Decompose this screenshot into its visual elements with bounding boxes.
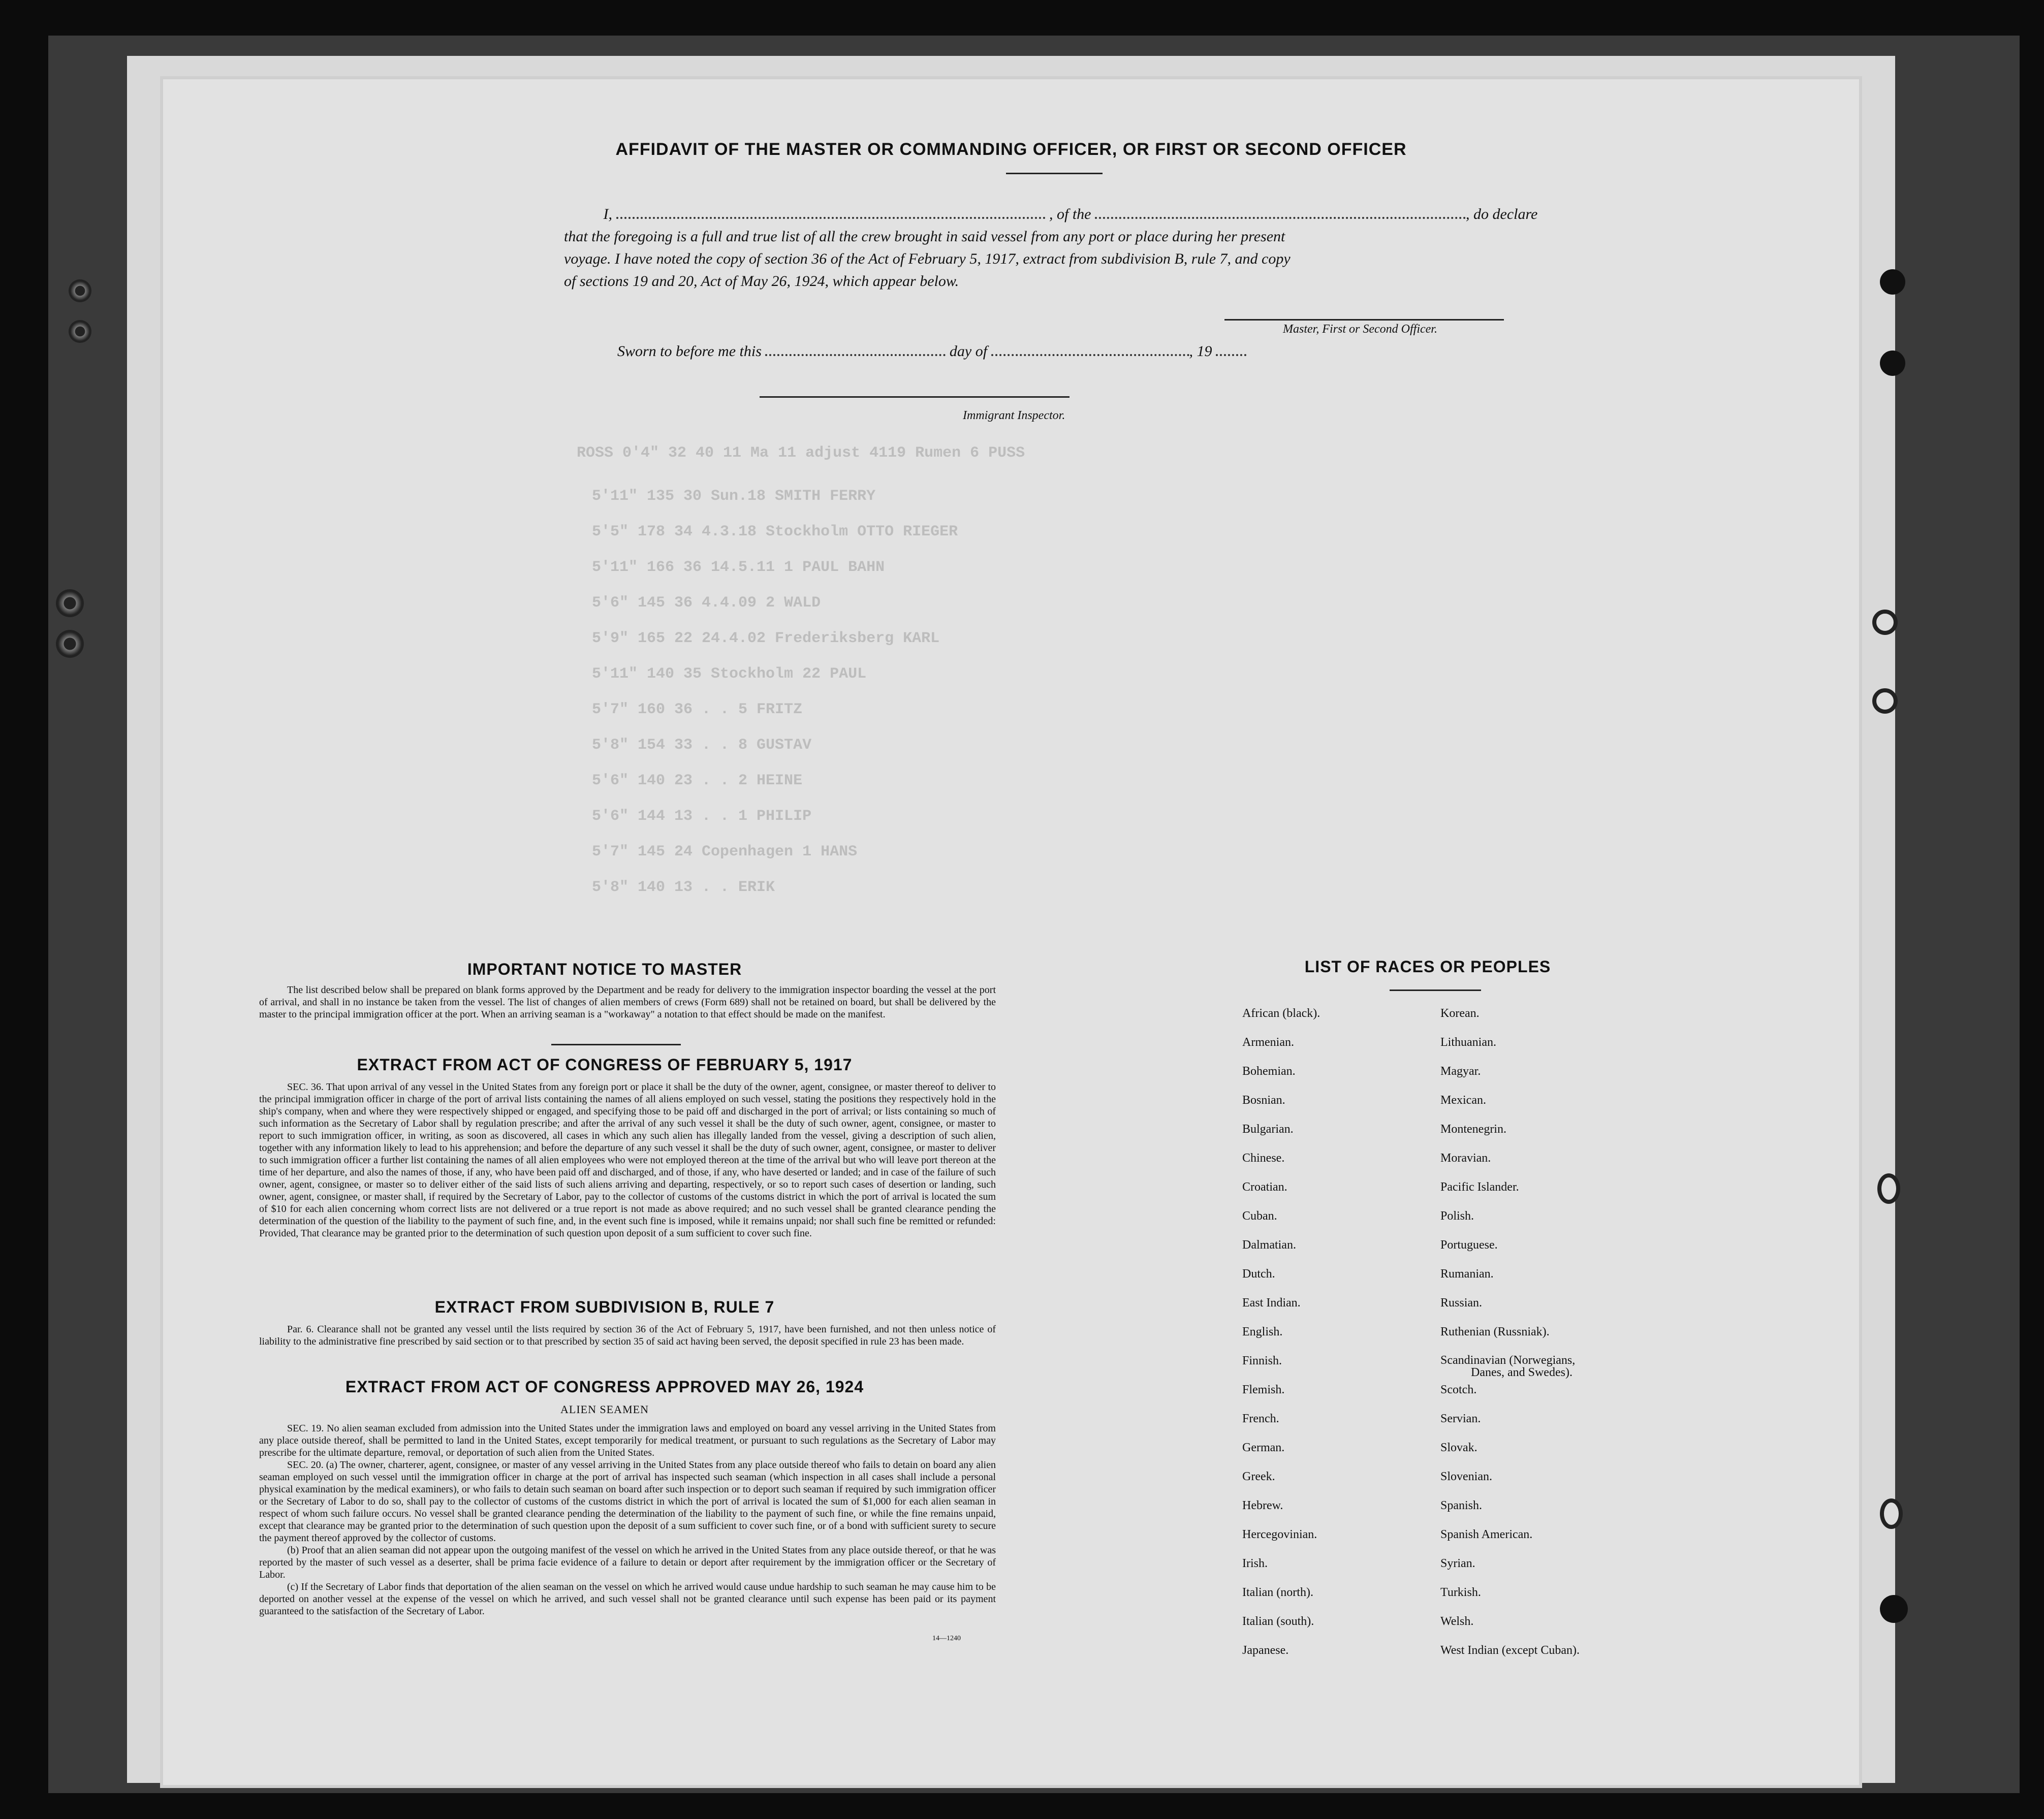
race-item: Greek. bbox=[1242, 1470, 1275, 1483]
race-item: Croatian. bbox=[1242, 1180, 1287, 1194]
races-rule bbox=[1390, 990, 1481, 991]
sworn-month-field[interactable] bbox=[991, 354, 1189, 356]
affidavit-line-4: of sections 19 and 20, Act of May 26, 1924, which appear below. bbox=[564, 273, 959, 290]
affidavit-title: AFFIDAVIT OF THE MASTER OR COMMANDING OFFICER, OR FIRST OR SECOND OFFICER bbox=[615, 140, 1407, 159]
race-item-continuation: Danes, and Swedes). bbox=[1471, 1366, 1573, 1379]
bleed-through-row: ROSS 0'4" 32 40 11 Ma 11 adjust 4119 Rumen 6 PUSS bbox=[577, 444, 1025, 462]
binder-hole bbox=[69, 279, 91, 302]
document-page bbox=[160, 76, 1862, 1788]
race-item: West Indian (except Cuban). bbox=[1440, 1644, 1580, 1657]
race-item: Syrian. bbox=[1440, 1557, 1475, 1570]
race-item: Welsh. bbox=[1440, 1615, 1474, 1628]
race-item: Russian. bbox=[1440, 1296, 1483, 1310]
races-title: LIST OF RACES OR PEOPLES bbox=[1304, 958, 1551, 976]
race-item: Hercegovinian. bbox=[1242, 1528, 1317, 1541]
declare-label: , do declare bbox=[1466, 206, 1538, 222]
punch-hole bbox=[1877, 1173, 1900, 1204]
sec-20b: (b) Proof that an alien seaman did not appear upon the outgoing manifest of the vessel on which he arrived in the United States from any place outside thereof, or that he was reported by the master of such vessel as a deserter, shall be prima facie evidence of a failure to detain or deport after requirement by the immigration officer or the Secretary of Labor. bbox=[259, 1545, 996, 1580]
form-number: 14—1240 bbox=[932, 1635, 961, 1642]
sworn-label: Sworn to before me this bbox=[617, 343, 762, 360]
bleed-through-row: 5'11" 135 30 Sun.18 SMITH FERRY bbox=[592, 488, 876, 505]
punch-hole bbox=[1872, 610, 1898, 635]
extract-1917-title: EXTRACT FROM ACT OF CONGRESS OF FEBRUARY 5, 1917 bbox=[357, 1056, 853, 1074]
rule-7-title: EXTRACT FROM SUBDIVISION B, RULE 7 bbox=[434, 1298, 775, 1316]
race-item: Polish. bbox=[1440, 1209, 1474, 1223]
i-label: I, bbox=[603, 206, 612, 222]
extract-1917-body: SEC. 36. That upon arrival of any vessel in the United States from any foreign port or place it shall be the duty of the owner, agent, consignee, or master thereof to deliver to the principal immigration officer in charge of the port of arrival lists containing the names of all aliens employed on such vessel, stating the positions they respectively hold in the ship's company, when and where they were respectively shipped or engaged, and specifying those to be paid off and discharged in the port of arrival; or lists containing so much of such information as the Secretary of Labor shall by regulation prescribe; and after the arrival of any such vessel it shall be the duty of such owner, agent, consignee, or master to report to such immigration officer, in writing, as soon as discovered, all cases in which any such alien has illegally landed from the vessel, giving a description of such alien, together with any information likely to lead to his apprehension; and before the departure of any such vessel it shall be the duty of such owner, agent, consignee, or master to deliver to such immigration officer a further list containing the names of all alien employees who were not employed thereon at the time of the arrival but who will leave port thereon at the time of her departure, and also the names of those, if any, who have been paid off and discharged, and of those, if any, who have deserted or landed; and in case of the failure of such owner, agent, consignee, or master so to deliver either of the said lists of such aliens arriving and departing, respectively, or so to report such cases of desertion or landing, such owner, agent, consignee, or master shall, if required by the Secretary of Labor, pay to the collector of customs of the customs district in which the port of arrival is located the sum of $10 for each alien concerning whom correct lists are not delivered or a true report is not made as above required; and no such vessel shall be granted clearance pending the determination of the question of the liability to the payment of such fine, and, in the event such fine is imposed, while it remains unpaid; nor shall such fine be remitted or refunded: Provided, That clearance may be granted prior to the determination of such question upon deposit of a sum sufficient to cover such fine. bbox=[259, 1081, 996, 1239]
punch-hole bbox=[1880, 269, 1905, 295]
notice-title: IMPORTANT NOTICE TO MASTER bbox=[467, 960, 742, 978]
race-item: Cuban. bbox=[1242, 1209, 1277, 1223]
bleed-through-row: 5'7" 160 36 . . 5 FRITZ bbox=[592, 701, 803, 718]
rule-7-body: Par. 6. Clearance shall not be granted any vessel until the lists required by section 36 of the Act of February 5, 1917, have been furnished, and not then unless notice of liability to the administrative fine prescribed by said section or to that prescribed by section 35 of said act having been served, the deposit specified in rule 23 has been made. bbox=[259, 1324, 996, 1347]
race-item: French. bbox=[1242, 1412, 1279, 1425]
sec-20a: SEC. 20. (a) The owner, charterer, agent, consignee, or master of any vessel arriving in the United States from any place outside thereof who fails to detain on board any alien seaman employed on such vessel until the immigration officer in charge at the port of arrival has inspected such seaman (which inspection in all cases shall include a personal physical examination by the medical examiners), or who fails to detain such seaman on board after such inspection or to deport such seaman if required by such immigration officer or the Secretary of Labor to do so, shall pay to the collector of customs of the customs district in which the port of arrival is located the sum of $1,000 for each alien seaman in respect of whom such failure occurs. No vessel shall be granted clearance pending the determination of the liability to the payment of such fine, or while the fine remains unpaid, except that clearance may be granted prior to the determination of such question upon the deposit of a sum sufficient to cover such fine, or of a bond with sufficient surety to secure the payment thereof approved by the collector of customs. bbox=[259, 1459, 996, 1544]
race-item: Slovak. bbox=[1440, 1441, 1477, 1454]
bleed-through-row: 5'6" 145 36 4.4.09 2 WALD bbox=[592, 594, 821, 612]
race-item: Turkish. bbox=[1440, 1586, 1481, 1599]
race-item: Pacific Islander. bbox=[1440, 1180, 1519, 1194]
race-item: Mexican. bbox=[1440, 1094, 1486, 1107]
race-item: Rumanian. bbox=[1440, 1267, 1494, 1281]
binder-hole bbox=[56, 589, 84, 617]
bleed-through-row: 5'9" 165 22 24.4.02 Frederiksberg KARL bbox=[592, 630, 940, 647]
races-left-column bbox=[1242, 1007, 1320, 1673]
sworn-line bbox=[617, 343, 1246, 360]
race-item: Flemish. bbox=[1242, 1383, 1285, 1396]
year-label: , 19 bbox=[1189, 343, 1212, 360]
race-item: Irish. bbox=[1242, 1557, 1268, 1570]
race-item: Bohemian. bbox=[1242, 1065, 1296, 1078]
day-of-label: day of bbox=[949, 343, 988, 360]
declaration-line bbox=[564, 203, 1707, 226]
section-rule bbox=[551, 1044, 681, 1045]
affidavit-body bbox=[564, 203, 1707, 293]
race-item: Japanese. bbox=[1242, 1644, 1289, 1657]
race-item: English. bbox=[1242, 1325, 1283, 1338]
race-item: Finnish. bbox=[1242, 1354, 1282, 1367]
binder-hole bbox=[56, 630, 84, 658]
affidavit-line-2: that the foregoing is a full and true list of all the crew brought in said vessel from any port or place during her present bbox=[564, 228, 1285, 245]
notice-body: The list described below shall be prepared on blank forms approved by the Department and be ready for delivery to the immigration inspector boarding the vessel at the port of arrival, and shall in no instance be taken from the vessel. The list of changes of alien members of crews (Form 689) shall not be retained on board, but shall be delivered by the master to the principal immigration officer at the port. When an arriving seaman is a "workaway" a notation to that effect should be made on the manifest. bbox=[259, 984, 996, 1020]
race-item: Korean. bbox=[1440, 1007, 1480, 1020]
alien-seamen-subtitle: ALIEN SEAMEN bbox=[560, 1403, 649, 1416]
vessel-field[interactable] bbox=[1095, 217, 1466, 219]
race-item: Bulgarian. bbox=[1242, 1123, 1294, 1136]
race-item: Spanish. bbox=[1440, 1499, 1483, 1512]
extract-1924-body bbox=[259, 1422, 996, 1617]
bleed-through-row: 5'6" 140 23 . . 2 HEINE bbox=[592, 772, 803, 789]
race-item: Italian (south). bbox=[1242, 1615, 1314, 1628]
race-item: Magyar. bbox=[1440, 1065, 1481, 1078]
bleed-through-row: 5'5" 178 34 4.3.18 Stockholm OTTO RIEGER bbox=[592, 523, 958, 540]
title-rule bbox=[1006, 173, 1103, 174]
race-item: Ruthenian (Russniak). bbox=[1440, 1325, 1550, 1338]
master-signature-line[interactable] bbox=[1224, 319, 1504, 321]
inspector-signature-line[interactable] bbox=[760, 396, 1070, 398]
bleed-through-row: 5'8" 154 33 . . 8 GUSTAV bbox=[592, 737, 812, 754]
punch-hole bbox=[1872, 688, 1898, 714]
race-item: Slovenian. bbox=[1440, 1470, 1492, 1483]
race-item: Dalmatian. bbox=[1242, 1238, 1296, 1252]
binder-hole bbox=[69, 320, 91, 343]
race-item: Italian (north). bbox=[1242, 1586, 1313, 1599]
races-right-column bbox=[1440, 1007, 1580, 1673]
race-item: Montenegrin. bbox=[1440, 1123, 1506, 1136]
race-item: Scandinavian (Norwegians, bbox=[1440, 1354, 1576, 1367]
sec-19: SEC. 19. No alien seaman excluded from admission into the United States under the immigration laws and employed on board any vessel arriving in the United States from any place outside thereof, shall be permitted to land in the United States, except temporarily for medical treatment, or pursuant to such regulations as the Secretary of Labor may prescribe for the ultimate departure, removal, or deportation of such alien from the United States. bbox=[259, 1423, 996, 1458]
punch-hole bbox=[1880, 1498, 1903, 1529]
bleed-through-row: 5'7" 145 24 Copenhagen 1 HANS bbox=[592, 843, 858, 860]
of-the-label: , of the bbox=[1049, 206, 1091, 222]
race-item-scandinavian bbox=[1440, 1354, 1580, 1383]
bleed-through-row: 5'8" 140 13 . . ERIK bbox=[592, 879, 775, 896]
bleed-through-row: 5'6" 144 13 . . 1 PHILIP bbox=[592, 808, 812, 825]
race-item: Moravian. bbox=[1440, 1152, 1491, 1165]
race-item: African (black). bbox=[1242, 1007, 1320, 1020]
name-field[interactable] bbox=[616, 217, 1046, 219]
race-item: Lithuanian. bbox=[1440, 1036, 1496, 1049]
race-item: Servian. bbox=[1440, 1412, 1481, 1425]
sworn-day-field[interactable] bbox=[765, 354, 946, 356]
extract-1924-title: EXTRACT FROM ACT OF CONGRESS APPROVED MAY 26, 1924 bbox=[345, 1378, 864, 1396]
bleed-through-row: 5'11" 166 36 14.5.11 1 PAUL BAHN bbox=[592, 559, 885, 576]
race-item: Spanish American. bbox=[1440, 1528, 1533, 1541]
race-item: Chinese. bbox=[1242, 1152, 1285, 1165]
master-signature-label: Master, First or Second Officer. bbox=[1283, 323, 1437, 336]
race-item: German. bbox=[1242, 1441, 1285, 1454]
punch-hole bbox=[1880, 1595, 1908, 1623]
punch-hole bbox=[1880, 350, 1905, 376]
inspector-label: Immigrant Inspector. bbox=[963, 409, 1065, 422]
bleed-through-row: 5'11" 140 35 Stockholm 22 PAUL bbox=[592, 665, 867, 683]
race-item: Hebrew. bbox=[1242, 1499, 1283, 1512]
affidavit-line-3: voyage. I have noted the copy of section 36 of the Act of February 5, 1917, extract from subdivision B, rule 7, and copy bbox=[564, 250, 1291, 267]
race-item: Armenian. bbox=[1242, 1036, 1294, 1049]
race-item: Dutch. bbox=[1242, 1267, 1275, 1281]
sec-20c: (c) If the Secretary of Labor finds that deportation of the alien seaman on the vessel on which he arrived would cause undue hardship to such seaman he may cause him to be deported on another vessel at the expense of the vessel on which he arrived, and such vessel shall not be granted clearance until such expense has been paid or its payment guaranteed to the satisfaction of the Secretary of Labor. bbox=[259, 1581, 996, 1617]
race-item: East Indian. bbox=[1242, 1296, 1301, 1310]
race-item: Bosnian. bbox=[1242, 1094, 1285, 1107]
sworn-year-field[interactable] bbox=[1216, 354, 1246, 356]
race-item: Portuguese. bbox=[1440, 1238, 1498, 1252]
race-item: Scotch. bbox=[1440, 1383, 1477, 1396]
